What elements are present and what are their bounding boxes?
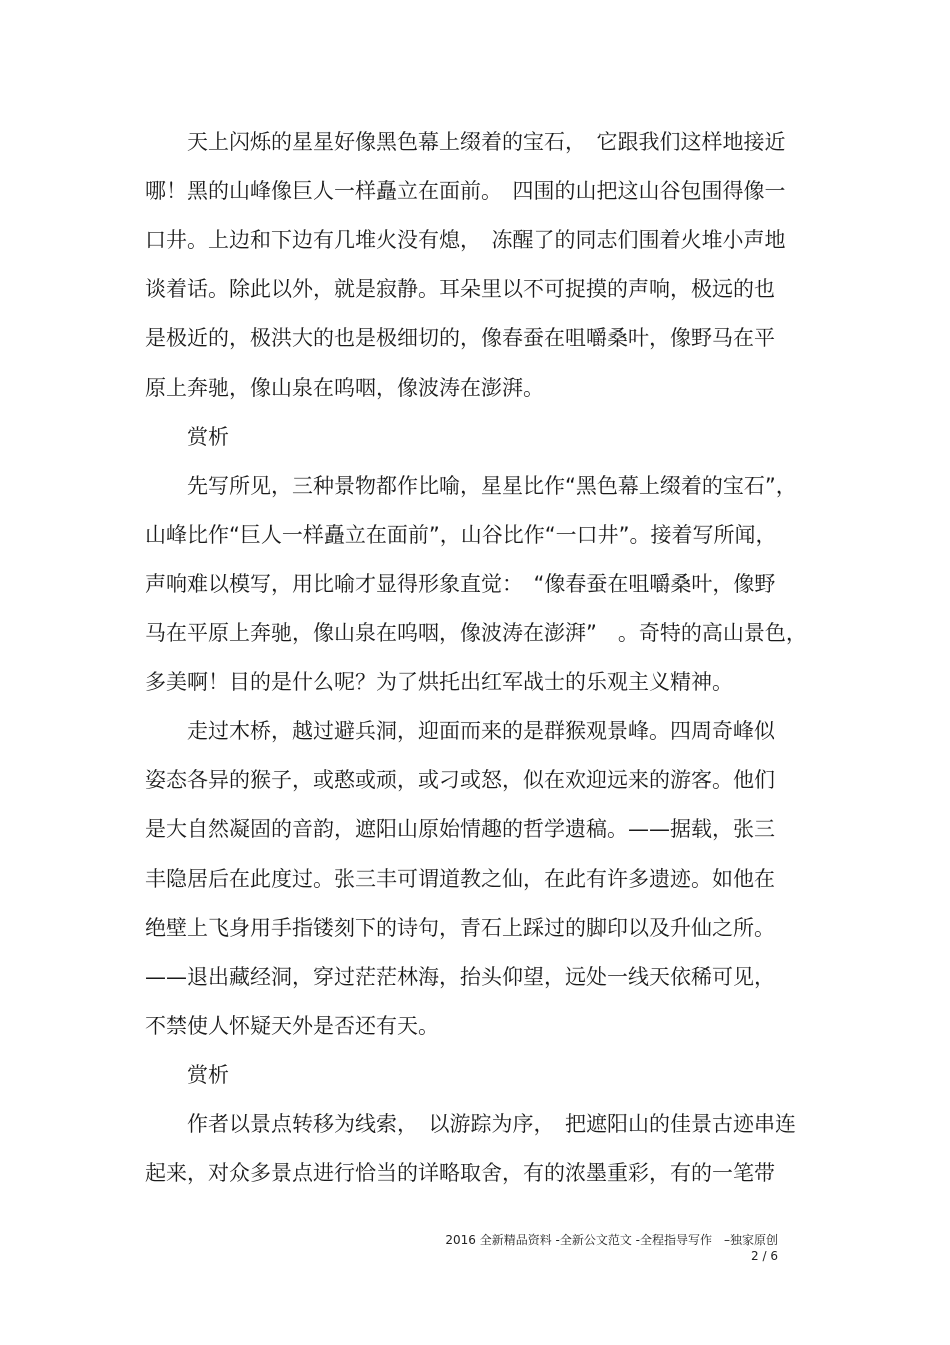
text-line: 哪！黑的山峰像巨人一样矗立在面前。 四围的山把这山谷包围得像一 [145, 179, 786, 203]
text-line: 原上奔驰，像山泉在呜咽，像波涛在澎湃。 [145, 376, 544, 400]
text-line: 赏析 [145, 1063, 229, 1087]
text-line: 丰隐居后在此度过。张三丰可谓道教之仙，在此有许多遗迹。如他在 [145, 867, 775, 891]
text-line: 赏析 [145, 425, 229, 449]
text-line: ——退出藏经洞，穿过茫茫林海，抬头仰望，远处一线天依稀可见， [145, 965, 775, 989]
footer-text: 2016 全新精品资料 -全新公文范文 -全程指导写作 –独家原创 [445, 1233, 778, 1247]
text-line: 先写所见，三种景物都作比喻，星星比作“黑色幕上缀着的宝石”， [145, 474, 797, 498]
text-line: 口井。上边和下边有几堆火没有熄， 冻醒了的同志们围着火堆小声地 [145, 228, 786, 252]
text-line: 不禁使人怀疑天外是否还有天。 [145, 1014, 439, 1038]
text-line: 作者以景点转移为线索， 以游踪为序， 把遮阳山的佳景古迹串连 [145, 1112, 796, 1136]
text-line: 走过木桥，越过避兵洞，迎面而来的是群猴观景峰。四周奇峰似 [145, 719, 775, 743]
page-footer [445, 1232, 778, 1264]
text-line: 是极近的，极洪大的也是极细切的，像春蚕在咀嚼桑叶，像野马在平 [145, 326, 775, 350]
text-line: 是大自然凝固的音韵，遮阳山原始情趣的哲学遗稿。——据载，张三 [145, 817, 775, 841]
text-line: 绝壁上飞身用手指镂刻下的诗句，青石上踩过的脚印以及升仙之所。 [145, 916, 775, 940]
text-line: 山峰比作“巨人一样矗立在面前”，山谷比作“一口井”。接着写所闻， [145, 523, 777, 547]
text-line: 谈着话。除此以外，就是寂静。耳朵里以不可捉摸的声响，极远的也 [145, 277, 775, 301]
text-line: 起来，对众多景点进行恰当的详略取舍，有的浓墨重彩，有的一笔带 [145, 1161, 775, 1185]
text-line: 多美啊！目的是什么呢？为了烘托出红军战士的乐观主义精神。 [145, 670, 733, 694]
text-line: 天上闪烁的星星好像黑色幕上缀着的宝石， 它跟我们这样地接近 [145, 130, 786, 154]
text-line: 马在平原上奔驰，像山泉在呜咽，像波涛在澎湃” 。奇特的高山景色， [145, 621, 807, 645]
page-number: 2 / 6 [751, 1249, 778, 1263]
text-line: 姿态各异的猴子，或憨或顽，或刁或怒，似在欢迎远来的游客。他们 [145, 768, 775, 792]
text-line: 声响难以模写，用比喻才显得形象直觉： “像春蚕在咀嚼桑叶，像野 [145, 572, 776, 596]
